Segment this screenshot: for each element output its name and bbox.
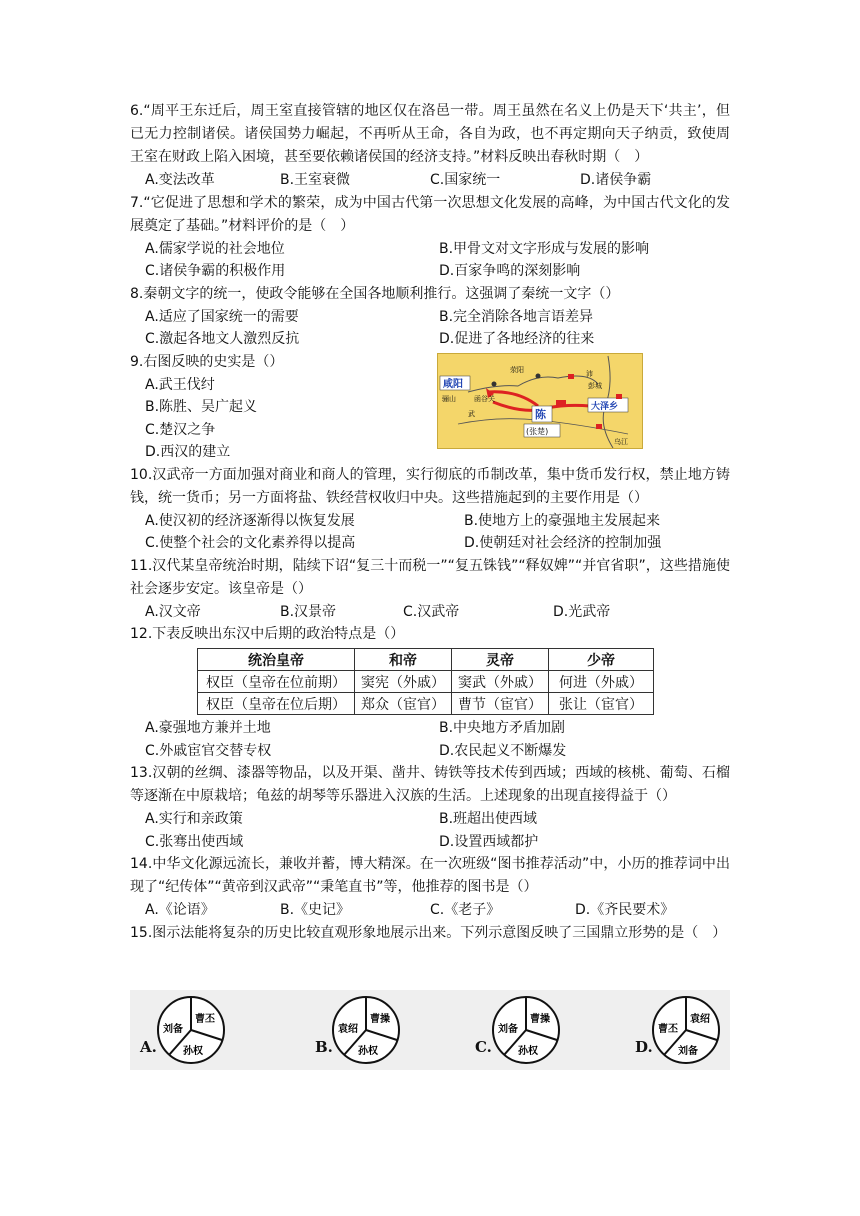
- q9-option-b[interactable]: B.陈胜、吴广起义: [145, 399, 258, 415]
- pie-c-label-3: 刘备: [498, 1024, 518, 1035]
- question-13-options-row2: [130, 831, 730, 854]
- map-label-wu: 武: [468, 409, 475, 418]
- question-12-options-row1: [130, 717, 730, 740]
- q14-option-b[interactable]: B.《史记》: [280, 902, 351, 918]
- q15-option-a-letter: A.: [140, 1038, 157, 1056]
- q7-option-b[interactable]: B.甲骨文对文字形成与发展的影响: [439, 240, 650, 257]
- q9-option-a[interactable]: A.武王伐纣: [145, 376, 215, 393]
- pie-c-label-2: 孙权: [518, 1046, 538, 1057]
- map-label-zhangchu: (张楚): [526, 426, 549, 436]
- exam-page: [130, 100, 730, 945]
- question-8-options-row2: [130, 328, 730, 351]
- table-cell: 权臣（皇帝在位前期）: [198, 671, 355, 693]
- map-label-pengcheng: 彭城: [588, 381, 602, 390]
- q6-option-a[interactable]: A.变法改革: [145, 172, 215, 188]
- question-15-stem: 15.图示法能将复杂的历史比较直观形象地展示出来。下列示意图反映了三国鼎立形势的是（ ）: [130, 924, 727, 941]
- q14-option-d[interactable]: D.《齐民要术》: [575, 902, 675, 918]
- question-9-stem: 9.右图反映的史实是（）: [130, 353, 284, 370]
- q10-option-a[interactable]: A.使汉初的经济逐渐得以恢复发展: [145, 512, 355, 529]
- question-8-stem: 8.秦朝文字的统一，使政令能够在全国各地顺利推行。这强调了秦统一文字（）: [130, 285, 620, 302]
- table-cell: 何进（外戚）: [549, 671, 654, 693]
- q11-option-d[interactable]: D.光武帝: [553, 603, 611, 620]
- question-10-options-row1: [130, 510, 730, 533]
- pie-diagram-d: [650, 994, 722, 1066]
- q15-pie-diagrams: [130, 990, 730, 1070]
- question-14-options: [130, 899, 730, 922]
- pie-diagram-a: [155, 994, 227, 1066]
- q13-option-c[interactable]: C.张骞出使西域: [145, 833, 244, 850]
- map-label-dazexiang: 大泽乡: [591, 401, 619, 412]
- q15-option-a[interactable]: [130, 990, 280, 1070]
- q10-option-c[interactable]: C.使整个社会的文化素养得以提高: [145, 535, 356, 551]
- q15-option-b-letter: B.: [315, 1038, 333, 1056]
- q10-option-d[interactable]: D.使朝廷对社会经济的控制加强: [464, 535, 662, 551]
- q6-option-c[interactable]: C.国家统一: [430, 172, 501, 188]
- pie-b-label-2: 孙权: [358, 1046, 378, 1057]
- pie-d-label-3: 曹丕: [658, 1024, 678, 1035]
- map-label-xianyang: 咸阳: [443, 378, 463, 390]
- map-label-lishan: 骊山: [442, 394, 456, 403]
- q13-option-d[interactable]: D.设置西域都护: [439, 833, 539, 850]
- question-9: [130, 351, 730, 464]
- q14-option-a[interactable]: A.《论语》: [145, 902, 215, 918]
- map-label-chen: 陈: [535, 407, 546, 421]
- table-cell: 权臣（皇帝在位后期）: [198, 693, 355, 715]
- question-12-stem: 12.下表反映出东汉中后期的政治特点是（）: [130, 626, 405, 642]
- table-cell: 曹节（宦官）: [452, 693, 549, 715]
- q14-option-c[interactable]: C.《老子》: [430, 902, 501, 918]
- q11-option-c[interactable]: C.汉武帝: [403, 603, 460, 620]
- pie-a-label-2: 孙权: [183, 1046, 203, 1057]
- table-cell: 张让（宦官）: [549, 693, 654, 715]
- q6-option-d[interactable]: D.诸侯争霸: [580, 172, 652, 188]
- q15-option-d[interactable]: [625, 990, 775, 1070]
- q7-option-a[interactable]: A.儒家学说的社会地位: [145, 240, 285, 257]
- question-11-stem: 11.汉代某皇帝统治时期，陆续下诏“复三十而税一”“复五铢钱”“释奴婢”“并官省职”，这些措施使社会逐步安定。该皇帝是（）: [130, 557, 730, 597]
- q7-option-c[interactable]: C.诸侯争霸的积极作用: [145, 263, 286, 279]
- question-10-stem: 10.汉武帝一方面加强对商业和商人的管理，实行彻底的币制改革，集中货币发行权，禁止地方铸钱，统一货币；另一方面将盐、铁经营权收归中央。这些措施起到的主要作用是（）: [130, 466, 730, 506]
- q12-option-c[interactable]: C.外戚宦官交替专权: [145, 742, 272, 759]
- table-cell: 窦宪（外戚）: [355, 671, 452, 693]
- table-row: [198, 671, 654, 693]
- q15-option-c[interactable]: [465, 990, 615, 1070]
- q8-option-b[interactable]: B.完全消除各地言语差异: [439, 308, 594, 325]
- uprising-map-image: [437, 353, 643, 449]
- q12-option-b[interactable]: B.中央地方矛盾加剧: [439, 720, 566, 736]
- table-header-cell: 统治皇帝: [198, 649, 355, 671]
- q15-option-d-letter: D.: [635, 1038, 653, 1056]
- table-cell: 窦武（外戚）: [452, 671, 549, 693]
- question-6-options: [130, 169, 730, 192]
- q13-option-a[interactable]: A.实行和亲政策: [145, 811, 243, 827]
- q15-option-c-letter: C.: [475, 1038, 492, 1056]
- pie-a-label-3: 刘备: [163, 1024, 183, 1035]
- q15-option-b[interactable]: [305, 990, 455, 1070]
- table-header-cell: 少帝: [549, 649, 654, 671]
- map-label-xingyang: 荥阳: [510, 365, 524, 374]
- table-header-cell: 和帝: [355, 649, 452, 671]
- question-8-options-row1: [130, 306, 730, 329]
- q9-option-c[interactable]: C.楚汉之争: [145, 421, 216, 438]
- pie-b-label-1: 曹操: [370, 1014, 390, 1025]
- q8-option-a[interactable]: A.适应了国家统一的需要: [145, 308, 299, 325]
- question-7-options-row1: [130, 238, 730, 261]
- q8-option-d[interactable]: D.促进了各地经济的往来: [439, 331, 595, 347]
- q12-option-d[interactable]: D.农民起义不断爆发: [439, 742, 567, 759]
- question-13-options-row1: [130, 808, 730, 831]
- table-cell: 郑众（宦官）: [355, 693, 452, 715]
- q12-table: [197, 648, 654, 715]
- question-13-stem: 13.汉朝的丝绸、漆器等物品，以及开渠、凿井、铸铁等技术传到西域；西域的核桃、葡萄、石榴等逐渐在中原栽培；龟兹的胡琴等乐器进入汉族的生活。上述现象的出现直接得益于（）: [130, 765, 730, 804]
- q7-option-d[interactable]: D.百家争鸣的深刻影响: [439, 263, 581, 279]
- table-header-cell: 灵帝: [452, 649, 549, 671]
- pie-diagram-c: [490, 994, 562, 1066]
- question-14-stem: 14.中华文化源远流长，兼收并蓄，博大精深。在一次班级“图书推荐活动”中，小历的推荐词中出现了“纪传体”“黄帝到汉武帝”“秉笔直书”等，他推荐的图书是（）: [130, 856, 730, 895]
- q11-option-a[interactable]: A.汉文帝: [145, 603, 201, 620]
- pie-b-label-3: 袁绍: [338, 1024, 358, 1035]
- q13-option-b[interactable]: B.班超出使西域: [439, 811, 538, 827]
- q11-option-b[interactable]: B.汉景帝: [280, 603, 337, 620]
- question-10-options-row2: [130, 532, 730, 555]
- question-7-options-row2: [130, 260, 730, 283]
- question-6-stem: 6.“周平王东迁后，周王室直接管辖的地区仅在洛邑一带。周王虽然在名义上仍是天下‘共主’，但已无力控制诸侯。诸侯国势力崛起，不再听从王命，各自为政，也不再定期向天子纳贡，致使周王室在财政上陷入困境，甚至要依赖诸侯国的经济支持。”材料反映出春秋时期（ ）: [130, 103, 730, 165]
- pie-d-label-1: 袁绍: [690, 1014, 710, 1025]
- q6-option-b[interactable]: B.王室衰微: [280, 172, 351, 188]
- question-12-options-row2: [130, 740, 730, 763]
- pie-diagram-b: [330, 994, 402, 1066]
- table-row: [198, 693, 654, 715]
- question-7-stem: 7.“它促进了思想和学术的繁荣，成为中国古代第一次思想文化发展的高峰，为中国古代文化的发展奠定了基础。”材料评价的是（ ）: [130, 194, 730, 234]
- q10-option-b[interactable]: B.使地方上的豪强地主发展起来: [464, 512, 661, 529]
- q8-option-c[interactable]: C.激起各地文人激烈反抗: [145, 331, 300, 347]
- pie-d-label-2: 刘备: [678, 1046, 698, 1057]
- map-label-hanguguan: 函谷关: [474, 394, 495, 403]
- map-label-pei: 沛: [586, 369, 593, 378]
- map-label-wujiang: 乌江: [614, 437, 628, 446]
- q12-option-a[interactable]: A.豪强地方兼并土地: [145, 720, 271, 736]
- pie-a-label-1: 曹丕: [195, 1014, 215, 1025]
- question-11-options: [130, 601, 730, 624]
- pie-c-label-1: 曹操: [530, 1014, 550, 1025]
- table-header-row: [198, 649, 654, 671]
- q9-option-d[interactable]: D.西汉的建立: [145, 444, 231, 460]
